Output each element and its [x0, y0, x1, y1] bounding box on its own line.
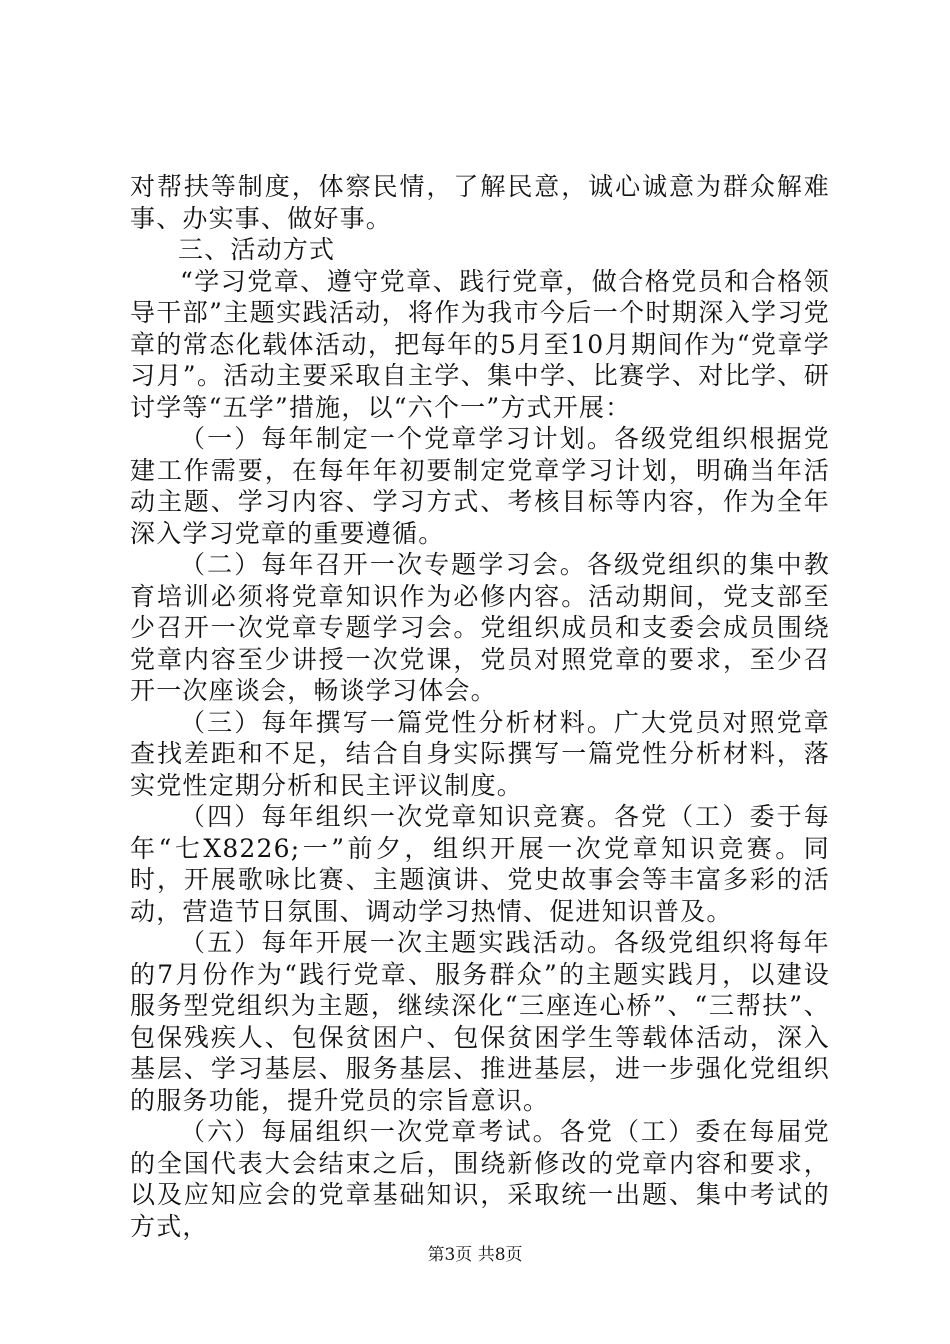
paragraph-item-2: （二）每年召开一次专题学习会。各级党组织的集中教育培训必须将党章知识作为必修内容。活动期间，党支部至少召开一次党章专题学习会。党组织成员和支委会成员围绕党章内容至少讲授一次党课，党员对照党章的要求，至少召开一次座谈会，畅谈学习体会。 — [130, 550, 830, 705]
page-footer: 第3页 共8页 — [427, 1245, 523, 1265]
paragraph-item-3: （三）每年撰写一篇党性分析材料。广大党员对照党章查找差距和不足，结合自身实际撰写一篇党性分析材料，落实党性定期分析和民主评议制度。 — [130, 707, 830, 800]
document-body — [130, 171, 830, 1242]
paragraph-intro: “学习党章、遵守党章、践行党章，做合格党员和合格领导干部”主题实践活动，将作为我市今后一个时期深入学习党章的常态化载体活动，把每年的5月至10月期间作为“党章学习月”。活动主要采取自主学、集中学、比赛学、对比学、研讨学等“五学”措施，以“六个一”方式开展： — [130, 266, 830, 422]
paragraph-item-6: （六）每届组织一次党章考试。各党（工）委在每届党的全国代表大会结束之后，围绕新修改的党章内容和要求，以及应知应会的党章基础知识，采取统一出题、集中考试的方式， — [130, 1117, 830, 1241]
section-heading-activity-method: 三、活动方式 — [178, 235, 336, 264]
paragraph-item-1: （一）每年制定一个党章学习计划。各级党组织根据党建工作需要，在每年年初要制定党章学习计划，明确当年活动主题、学习内容、学习方式、考核目标等内容，作为全年深入学习党章的重要遵循。 — [130, 424, 830, 548]
paragraph-item-5: （五）每年开展一次主题实践活动。各级党组织将每年的7月份作为“践行党章、服务群众”的主题实践月，以建设服务型党组织为主题，继续深化“三座连心桥”、“三帮扶”、包保残疾人、包保贫困户、包保贫困学生等载体活动，深入基层、学习基层、服务基层、推进基层，进一步强化党组织的服务功能，提升党员的宗旨意识。 — [130, 928, 830, 1115]
paragraph-item-4: （四）每年组织一次党章知识竞赛。各党（工）委于每年“七X8226;一”前夕，组织开展一次党章知识竞赛。同时，开展歌咏比赛、主题演讲、党史故事会等丰富多彩的活动，营造节日氛围、调动学习热情、促进知识普及。 — [130, 802, 830, 926]
paragraph-continuation: 对帮扶等制度，体察民情，了解民意，诚心诚意为群众解难事、办实事、做好事。 — [130, 172, 830, 233]
